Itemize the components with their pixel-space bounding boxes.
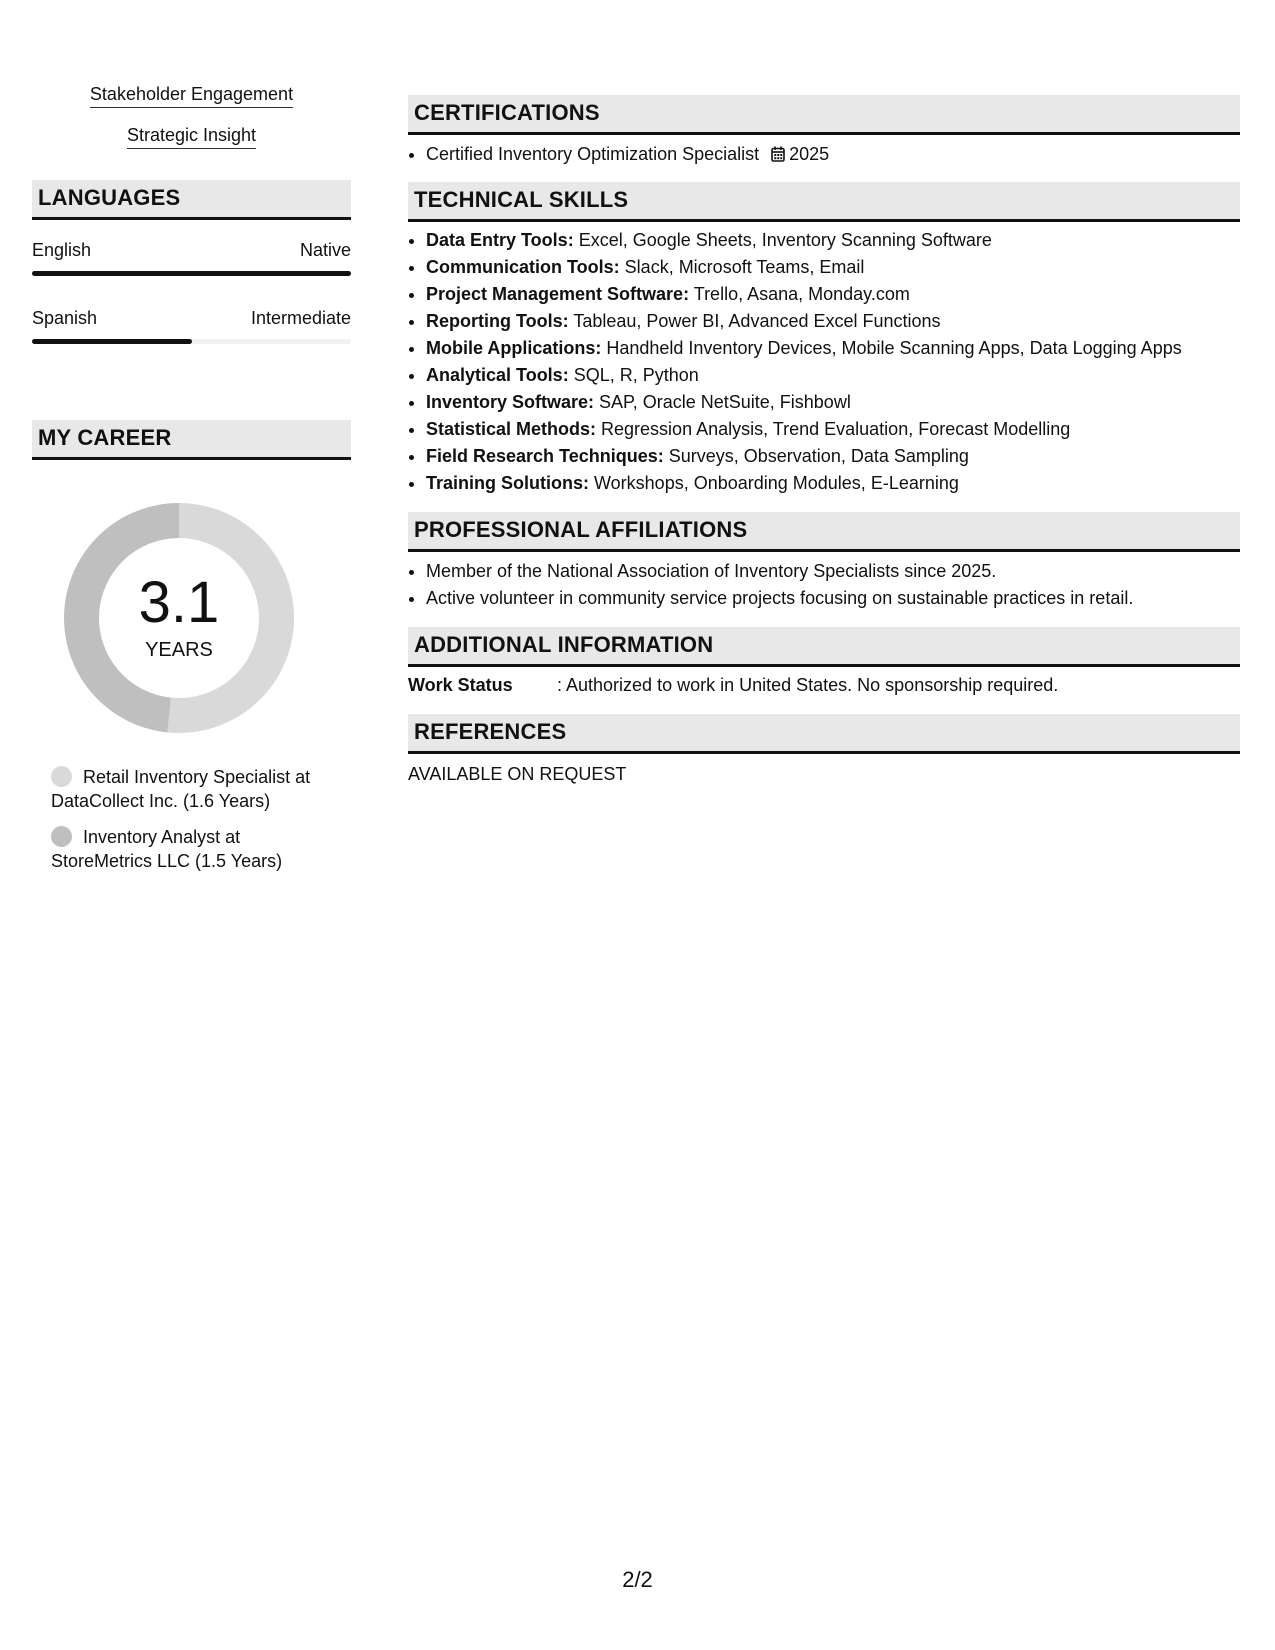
language-proficiency-bar [32,339,351,344]
work-status-label: Work Status [408,675,513,695]
language-proficiency-bar [32,271,351,276]
career-legend-item: Inventory Analyst at StoreMetrics LLC (1.5 Years) [51,827,283,871]
language-name: Spanish [32,308,98,328]
work-status-row [408,672,1240,699]
legend-dot-icon [51,826,72,847]
tech-skill-item: • Statistical Methods: Regression Analysis, Trend Evaluation, Forecast Modelling [426,416,1240,443]
language-item [32,240,351,276]
tech-skill-item: • Reporting Tools: Tableau, Power BI, Advanced Excel Functions [426,308,1240,335]
references-heading: REFERENCES [408,714,1240,754]
work-status-value: : Authorized to work in United States. No sponsorship required. [557,675,1059,695]
career-heading: MY CAREER [32,420,351,460]
tech-skill-item: • Training Solutions: Workshops, Onboarding Modules, E-Learning [426,470,1240,497]
language-item [32,308,351,344]
references-text: AVAILABLE ON REQUEST [408,764,627,784]
career-donut-chart [64,503,294,733]
calendar-icon [771,146,785,162]
certifications-list [408,141,1240,168]
certifications-heading: CERTIFICATIONS [408,95,1240,135]
language-proficiency-fill [32,271,351,276]
skill-item[interactable]: Strategic Insight [32,125,351,149]
legend-dot-icon [51,766,72,787]
languages-heading: LANGUAGES [32,180,351,220]
tech-skill-item: • Mobile Applications: Handheld Inventory Devices, Mobile Scanning Apps, Data Logging Apps [426,335,1240,362]
affiliations-heading: PROFESSIONAL AFFILIATIONS [408,512,1240,552]
language-name: English [32,240,92,260]
tech-skill-item: • Project Management Software: Trello, Asana, Monday.com [426,281,1240,308]
affiliations-list [408,558,1240,612]
tech-skill-item: • Inventory Software: SAP, Oracle NetSuite, Fishbowl [426,389,1240,416]
left-sidebar [32,84,351,885]
career-total-value: 3.1 [138,570,220,635]
language-level: Native [299,240,351,260]
career-legend-item: Retail Inventory Specialist at DataCollect Inc. (1.6 Years) [51,767,311,811]
affiliation-item: • Active volunteer in community service projects focusing on sustainable practices in retail. [426,585,1240,612]
language-level: Intermediate [250,308,351,328]
skill-item[interactable]: Stakeholder Engagement [32,84,351,108]
certification-item: • Certified Inventory Optimization Specialist 2025 [426,141,1240,168]
career-total-unit: YEARS [145,639,213,661]
additional-info-heading: ADDITIONAL INFORMATION [408,627,1240,667]
tech-skill-item: • Field Research Techniques: Surveys, Observation, Data Sampling [426,443,1240,470]
technical-skills-list [408,227,1240,497]
main-content [408,95,1240,788]
affiliation-item: • Member of the National Association of Inventory Specialists since 2025. [426,558,1240,585]
page-number: 2/2 [622,1567,653,1592]
tech-skill-item: • Communication Tools: Slack, Microsoft Teams, Email [426,254,1240,281]
language-proficiency-fill [32,339,192,344]
tech-skill-item: • Analytical Tools: SQL, R, Python [426,362,1240,389]
technical-skills-heading: TECHNICAL SKILLS [408,182,1240,222]
tech-skill-item: • Data Entry Tools: Excel, Google Sheets, Inventory Scanning Software [426,227,1240,254]
